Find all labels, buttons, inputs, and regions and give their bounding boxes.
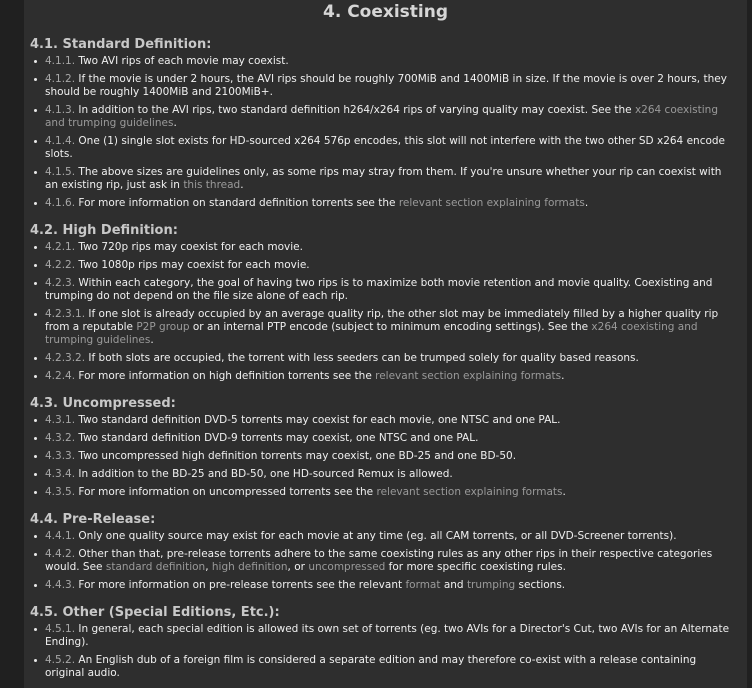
rule-link[interactable]: format [405, 579, 441, 591]
rule-number: 4.1.4. [45, 135, 76, 147]
rule-item [30, 259, 747, 272]
rules-list [30, 55, 747, 210]
rules-panel [24, 0, 747, 688]
rule-link[interactable]: relevant section explaining formats [375, 370, 562, 382]
rule-number: 4.2.3.2. [45, 352, 86, 364]
rule-number: 4.4.1. [45, 530, 76, 542]
rule-link[interactable]: x264 coexisting and trumping guidelines [45, 321, 698, 346]
rule-text: In general, each special edition is allowed its own set of torrents (eg. two AVIs for a Director's Cut, two AVIs for an Alternate Ending). [45, 623, 730, 648]
rules-section [24, 222, 747, 383]
rule-number: 4.1.5. [45, 166, 76, 178]
rules-section [24, 36, 747, 210]
rule-text: For more information on uncompressed torrents see the [75, 486, 377, 498]
section-heading: 4.2. High Definition: [30, 223, 178, 238]
rules-section [24, 604, 747, 680]
rule-link[interactable]: P2P group [136, 321, 190, 333]
rule-text: Other than that, pre-release torrents adhere to the same coexisting rules as any other rips in their respective categories would. See [45, 548, 713, 573]
rule-item [30, 370, 747, 383]
rule-item [30, 432, 747, 445]
rule-number: 4.2.3. [45, 277, 76, 289]
rule-number: 4.2.4. [45, 370, 76, 382]
rule-text: , or [287, 561, 309, 573]
rule-text: If both slots are occupied, the torrent with less seeders can be trumped solely for quality based reasons. [85, 352, 639, 364]
rule-text: . [150, 334, 154, 346]
rule-link[interactable]: this thread [183, 179, 241, 191]
rule-text: Two 1080p rips may coexist for each movie. [75, 259, 310, 271]
rule-number: 4.3.4. [45, 468, 76, 480]
rule-link[interactable]: relevant section explaining formats [376, 486, 563, 498]
rule-text: Two uncompressed high definition torrents may coexist, one BD-25 and one BD-50. [75, 450, 517, 462]
rule-number: 4.5.2. [45, 654, 76, 666]
rule-item [30, 277, 747, 303]
rule-text: Two 720p rips may coexist for each movie. [75, 241, 303, 253]
rule-item [30, 548, 747, 574]
rule-text: . [561, 370, 565, 382]
rule-number: 4.3.1. [45, 414, 76, 426]
rule-text: If one slot is already occupied by an average quality rip, the other slot may be immediately filled by a higher quality rip from a reputable [45, 308, 719, 333]
rule-number: 4.1.6. [45, 197, 76, 209]
rule-text: The above sizes are guidelines only, as some rips may stray from them. If you're unsure whether your rip can coexist with an existing rip, just ask in [45, 166, 722, 191]
rule-number: 4.1.3. [45, 104, 76, 116]
rule-link[interactable]: uncompressed [308, 561, 386, 573]
rule-item [30, 241, 747, 254]
rule-text: For more information on standard definition torrents see the [75, 197, 399, 209]
section-heading: 4.5. Other (Special Editions, Etc.): [30, 605, 280, 620]
rule-number: 4.4.3. [45, 579, 76, 591]
rules-section [24, 395, 747, 499]
rule-number: 4.3.2. [45, 432, 76, 444]
rule-item [30, 530, 747, 543]
rule-item [30, 623, 747, 649]
rule-number: 4.2.3.1. [45, 308, 86, 320]
rule-item [30, 654, 747, 680]
rule-text: In addition to the BD-25 and BD-50, one HD-sourced Remux is allowed. [75, 468, 453, 480]
rule-item [30, 55, 747, 68]
rule-item [30, 468, 747, 481]
rule-number: 4.1.2. [45, 73, 76, 85]
rule-link[interactable]: trumping [466, 579, 516, 591]
rule-text: or an internal PTP encode (subject to minimum encoding settings). See the [189, 321, 592, 333]
rule-text: Two standard definition DVD-9 torrents may coexist, one NTSC and one PAL. [75, 432, 479, 444]
rule-text: for more specific coexisting rules. [385, 561, 566, 573]
rule-link[interactable]: standard definition [105, 561, 206, 573]
section-heading: 4.4. Pre-Release: [30, 512, 156, 527]
rule-item [30, 486, 747, 499]
rule-number: 4.2.2. [45, 259, 76, 271]
rule-text: Two AVI rips of each movie may coexist. [75, 55, 289, 67]
rule-text: . [173, 117, 177, 129]
rule-text: Within each category, the goal of having two rips is to maximize both movie retention and movie quality. Coexisting and trumping do not depend on the file size alone of each rip. [45, 277, 713, 302]
rule-number: 4.5.1. [45, 623, 76, 635]
rule-item [30, 579, 747, 592]
rule-link[interactable]: x264 coexisting and trumping guidelines [45, 104, 718, 129]
rule-item [30, 135, 747, 161]
section-heading: 4.3. Uncompressed: [30, 396, 176, 411]
rule-text: Only one quality source may exist for each movie at any time (eg. all CAM torrents, or all DVD-Screener torrents). [75, 530, 677, 542]
section-heading: 4.1. Standard Definition: [30, 37, 212, 52]
rules-list [30, 414, 747, 499]
rule-text: sections. [515, 579, 566, 591]
rule-text: . [240, 179, 244, 191]
rule-text: For more information on pre-release torrents see the relevant [75, 579, 406, 591]
rules-list [30, 530, 747, 592]
rule-text: Two standard definition DVD-5 torrents may coexist for each movie, one NTSC and one PAL. [75, 414, 561, 426]
rules-section [24, 511, 747, 592]
rule-link[interactable]: relevant section explaining formats [398, 197, 585, 209]
rule-text: For more information on high definition torrents see the [75, 370, 376, 382]
rules-list [30, 241, 747, 383]
rule-number: 4.3.3. [45, 450, 76, 462]
rules-list [30, 623, 747, 680]
rule-item [30, 104, 747, 130]
rule-item [30, 450, 747, 463]
page-title: 4. Coexisting [322, 2, 449, 22]
rule-number: 4.3.5. [45, 486, 76, 498]
rule-item [30, 414, 747, 427]
rule-item [30, 197, 747, 210]
rule-number: 4.4.2. [45, 548, 76, 560]
rule-item [30, 73, 747, 99]
rule-item [30, 166, 747, 192]
rule-number: 4.2.1. [45, 241, 76, 253]
sections-container [24, 36, 747, 680]
rule-text: and [440, 579, 467, 591]
rule-text: One (1) single slot exists for HD-sourced x264 576p encodes, this slot will not interfere with the two other SD x264 encode slots. [45, 135, 726, 160]
rule-text: , [205, 561, 212, 573]
rule-text: . [562, 486, 566, 498]
rule-text: An English dub of a foreign film is considered a separate edition and may therefore co-exist with a release containing original audio. [45, 654, 697, 679]
rule-text: If the movie is under 2 hours, the AVI rips should be roughly 700MiB and 1400MiB in size. If the movie is over 2 hours, they should be roughly 1400MiB and 2100MiB+. [45, 73, 727, 98]
rule-link[interactable]: high definition [211, 561, 288, 573]
rule-item [30, 308, 747, 347]
rule-text: In addition to the AVI rips, two standard definition h264/x264 rips of varying quality may coexist. See the [75, 104, 635, 116]
rule-text: . [584, 197, 589, 209]
rule-number: 4.1.1. [45, 55, 76, 67]
rule-item [30, 352, 747, 365]
